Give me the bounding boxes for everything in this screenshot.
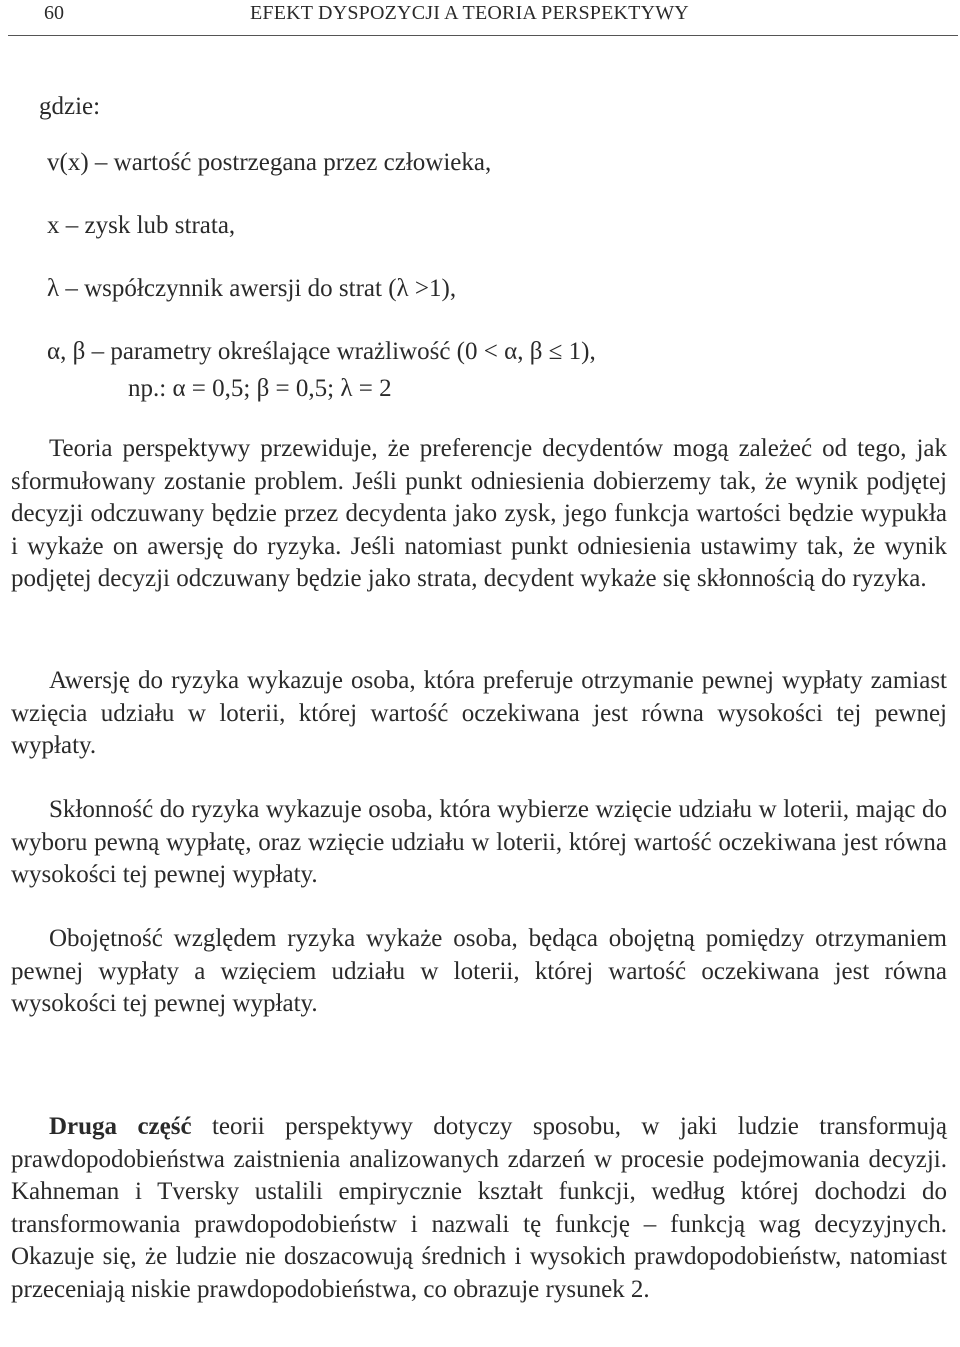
- paragraph-risk-aversion: [11, 665, 947, 763]
- paragraph-risk-neutrality: [11, 923, 947, 1021]
- paragraph-bold-lead: Druga część: [49, 1113, 192, 1140]
- paragraph-prospect-theory: [11, 433, 947, 596]
- paragraph-text: teorii perspektywy dotyczy sposobu, w jaki ludzie transformują prawdopodobieństwa zaistnienia analizowanych zdarzeń w procesie podejmowania decyzji. Kahneman i Tversky ustalili empirycznie kształt funkcji, według której dochodzi do transformowania prawdopodobieństw i nazwali tę funkcję – funkcją wag decyzyjnych. Okazuje się, że ludzie nie doszacowują średnich i wysokich prawdopodobieństw, natomiast przeceniają niskie prawdopodobieństwa, co obrazuje rysunek 2.: [11, 1113, 947, 1303]
- definition-item: λ – współczynnik awersji do strat (λ >1),: [47, 275, 457, 302]
- page-number: 60: [44, 2, 64, 24]
- paragraph-text: Teoria perspektywy przewiduje, że preferencje decydentów mogą zależeć od tego, jak sformułowany zostanie problem. Jeśli punkt odniesienia dobierzemy tak, że wynik podjętej decyzji odczuwany będzie przez decydenta jako zysk, jego funkcja wartości będzie wypukła i wykaże on awersję do ryzyka. Jeśli natomiast punkt odniesienia ustawimy tak, że wynik podjętej decyzji odczuwany będzie jako strata, decydent wykaże się skłonnością do ryzyka.: [11, 435, 947, 592]
- definitions-intro: gdzie:: [39, 93, 101, 120]
- definition-item: x – zysk lub strata,: [47, 212, 236, 239]
- paragraph-second-part: [11, 1111, 947, 1306]
- definition-item: α, β – parametry określające wrażliwość (0 < α, β ≤ 1),: [47, 338, 596, 365]
- header-rule: [8, 35, 958, 36]
- paragraph-risk-seeking: [11, 794, 947, 892]
- running-title: EFEKT DYSPOZYCJI A TEORIA PERSPEKTYWY: [250, 2, 689, 24]
- page-header: [0, 0, 960, 36]
- definition-item: v(x) – wartość postrzegana przez człowieka,: [47, 149, 492, 176]
- paragraph-text: Obojętność względem ryzyka wykaże osoba, będąca obojętną pomiędzy otrzymaniem pewnej wypłaty a wzięciem udziału w loterii, której wartość oczekiwana jest równa wysokości tej pewnej wypłaty.: [11, 925, 947, 1017]
- paragraph-text: Awersję do ryzyka wykazuje osoba, która preferuje otrzymanie pewnej wypłaty zamiast wzięcia udziału w loterii, której wartość oczekiwana jest równa wysokości tej pewnej wypłaty.: [11, 667, 947, 759]
- paragraph-text: Skłonność do ryzyka wykazuje osoba, która wybierze wzięcie udziału w loterii, mając do wyboru pewną wypłatę, oraz wzięcie udziału w loterii, której wartość oczekiwana jest równa wysokości tej pewnej wypłaty.: [11, 796, 947, 888]
- definition-example: np.: α = 0,5; β = 0,5; λ = 2: [128, 375, 392, 402]
